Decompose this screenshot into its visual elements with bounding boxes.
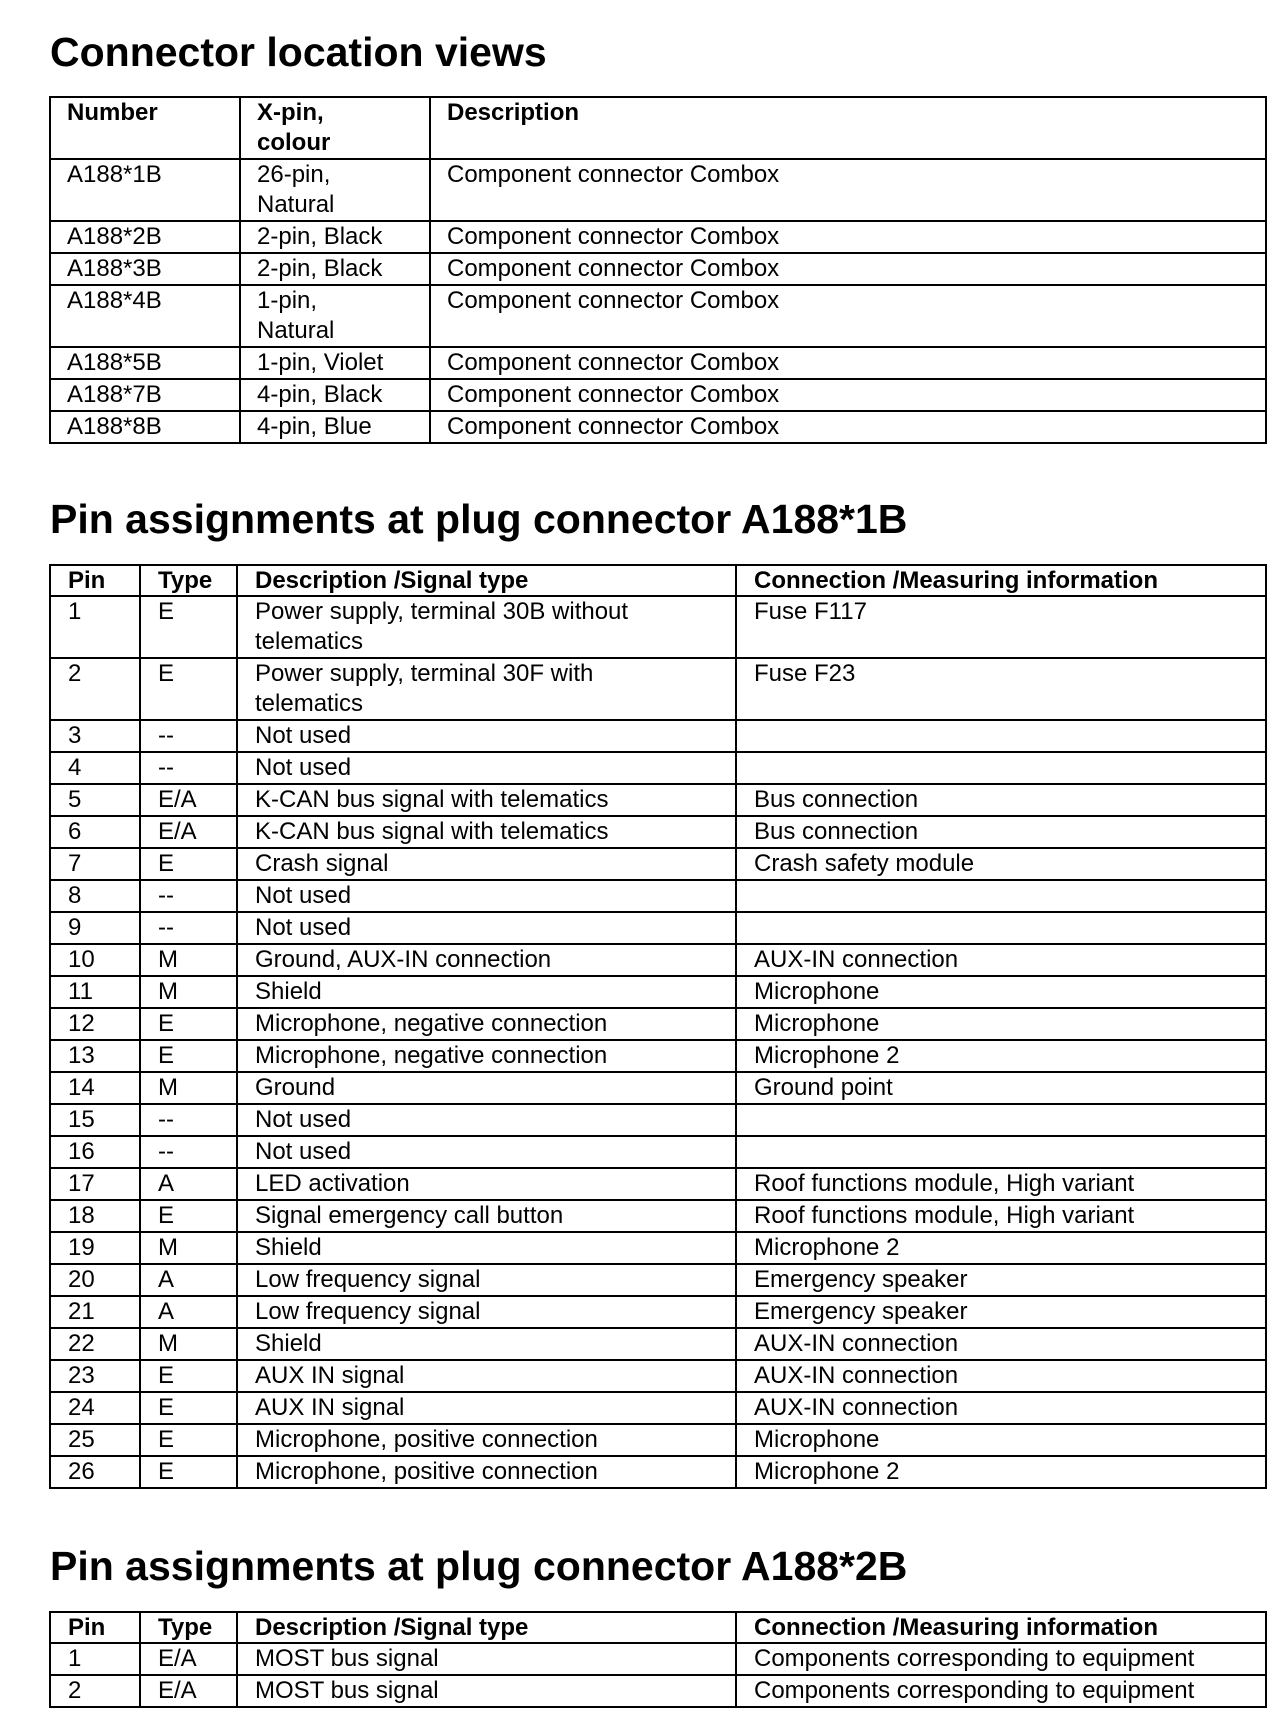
connector-number: A188*1B	[50, 159, 240, 221]
table-row	[50, 221, 1266, 253]
pin-type: E	[140, 1424, 237, 1456]
table-row	[50, 848, 1266, 880]
pin-connection	[736, 912, 1266, 944]
pin-connection: Bus connection	[736, 816, 1266, 848]
table-row	[50, 1232, 1266, 1264]
pin-description: Not used	[237, 752, 736, 784]
table-row	[50, 976, 1266, 1008]
table-row	[50, 1136, 1266, 1168]
pin-connection: Bus connection	[736, 784, 1266, 816]
connector-number: A188*3B	[50, 253, 240, 285]
table-row	[50, 379, 1266, 411]
pin-type: E	[140, 658, 237, 720]
pin-description: MOST bus signal	[237, 1643, 736, 1675]
header-number: Number	[50, 97, 240, 159]
pin-type: M	[140, 944, 237, 976]
connector-description: Component connector Combox	[430, 379, 1266, 411]
pin-number: 20	[50, 1264, 140, 1296]
header-connection: Connection /Measuring information	[736, 565, 1266, 596]
pin-connection: AUX-IN connection	[736, 1392, 1266, 1424]
pin-connection: AUX-IN connection	[736, 944, 1266, 976]
table-row	[50, 1360, 1266, 1392]
pin-number: 1	[50, 1643, 140, 1675]
pin-type: E	[140, 1200, 237, 1232]
connector-description: Component connector Combox	[430, 411, 1266, 443]
pin-number: 17	[50, 1168, 140, 1200]
connector-xpin-colour: 4-pin, Blue	[240, 411, 430, 443]
table-header-row	[50, 1612, 1266, 1643]
header-description: Description	[430, 97, 1266, 159]
table-row	[50, 596, 1266, 658]
table-row	[50, 1456, 1266, 1488]
pin-number: 7	[50, 848, 140, 880]
pin-number: 6	[50, 816, 140, 848]
pin-connection: Roof functions module, High variant	[736, 1200, 1266, 1232]
pin-connection: Microphone 2	[736, 1040, 1266, 1072]
table-row	[50, 784, 1266, 816]
pin-type: E	[140, 1392, 237, 1424]
pin-number: 2	[50, 658, 140, 720]
connector-xpin-colour: 1-pin, Violet	[240, 347, 430, 379]
header-description: Description /Signal type	[237, 565, 736, 596]
pin-assignment-table-a188-2b	[49, 1611, 1267, 1708]
pin-number: 3	[50, 720, 140, 752]
pin-type: A	[140, 1264, 237, 1296]
pin-description: Ground, AUX-IN connection	[237, 944, 736, 976]
connector-description: Component connector Combox	[430, 159, 1266, 221]
pin-connection	[736, 1104, 1266, 1136]
pin-number: 10	[50, 944, 140, 976]
connector-number: A188*4B	[50, 285, 240, 347]
table-row	[50, 1424, 1266, 1456]
pin-connection: Emergency speaker	[736, 1296, 1266, 1328]
table-row	[50, 1264, 1266, 1296]
table-row	[50, 1392, 1266, 1424]
pin-description: Ground	[237, 1072, 736, 1104]
pin-type: E	[140, 1360, 237, 1392]
pin-type: E/A	[140, 1675, 237, 1707]
pin-type: --	[140, 720, 237, 752]
connector-description: Component connector Combox	[430, 285, 1266, 347]
pin-number: 13	[50, 1040, 140, 1072]
pin-type: A	[140, 1296, 237, 1328]
pin-connection	[736, 720, 1266, 752]
table-row	[50, 880, 1266, 912]
pin-type: E	[140, 1008, 237, 1040]
pin-connection: Microphone 2	[736, 1456, 1266, 1488]
pin-number: 21	[50, 1296, 140, 1328]
pin-number: 9	[50, 912, 140, 944]
pin-type: --	[140, 1136, 237, 1168]
section-title-a188-1b: Pin assignments at plug connector A188*1B	[50, 496, 908, 542]
pin-description: K-CAN bus signal with telematics	[237, 816, 736, 848]
pin-number: 14	[50, 1072, 140, 1104]
pin-number: 1	[50, 596, 140, 658]
pin-connection: Fuse F117	[736, 596, 1266, 658]
pin-connection	[736, 880, 1266, 912]
header-type: Type	[140, 565, 237, 596]
pin-connection: Fuse F23	[736, 658, 1266, 720]
pin-description: Low frequency signal	[237, 1296, 736, 1328]
pin-type: E	[140, 1040, 237, 1072]
header-description: Description /Signal type	[237, 1612, 736, 1643]
pin-description: AUX IN signal	[237, 1360, 736, 1392]
table-row	[50, 720, 1266, 752]
table-row	[50, 411, 1266, 443]
connector-number: A188*7B	[50, 379, 240, 411]
pin-type: M	[140, 1072, 237, 1104]
connector-xpin-colour: 2-pin, Black	[240, 221, 430, 253]
header-type: Type	[140, 1612, 237, 1643]
pin-type: E/A	[140, 1643, 237, 1675]
pin-type: E	[140, 596, 237, 658]
table-row	[50, 347, 1266, 379]
table-row	[50, 1200, 1266, 1232]
pin-connection: Microphone	[736, 1008, 1266, 1040]
section-title-connector-location-views: Connector location views	[50, 29, 547, 75]
pin-number: 24	[50, 1392, 140, 1424]
table-row	[50, 752, 1266, 784]
table-row	[50, 1008, 1266, 1040]
pin-connection: Microphone 2	[736, 1232, 1266, 1264]
pin-connection	[736, 1136, 1266, 1168]
pin-assignment-table-a188-1b	[49, 564, 1267, 1489]
pin-number: 16	[50, 1136, 140, 1168]
pin-connection	[736, 752, 1266, 784]
pin-type: A	[140, 1168, 237, 1200]
pin-type: --	[140, 912, 237, 944]
table-row	[50, 1040, 1266, 1072]
pin-description: Power supply, terminal 30B without telematics	[237, 596, 736, 658]
pin-number: 2	[50, 1675, 140, 1707]
pin-type: E/A	[140, 816, 237, 848]
table-header-row	[50, 565, 1266, 596]
header-xpin-colour: X-pin, colour	[240, 97, 430, 159]
pin-type: --	[140, 752, 237, 784]
pin-description: Not used	[237, 880, 736, 912]
table-row	[50, 285, 1266, 347]
table-row	[50, 816, 1266, 848]
pin-description: Not used	[237, 1136, 736, 1168]
pin-description: Shield	[237, 1232, 736, 1264]
pin-description: K-CAN bus signal with telematics	[237, 784, 736, 816]
table-row	[50, 1643, 1266, 1675]
pin-description: Crash signal	[237, 848, 736, 880]
pin-description: Signal emergency call button	[237, 1200, 736, 1232]
pin-number: 8	[50, 880, 140, 912]
table-header-row	[50, 97, 1266, 159]
connector-number: A188*2B	[50, 221, 240, 253]
pin-description: Not used	[237, 912, 736, 944]
table-row	[50, 1104, 1266, 1136]
header-connection: Connection /Measuring information	[736, 1612, 1266, 1643]
pin-description: Power supply, terminal 30F with telematics	[237, 658, 736, 720]
table-row	[50, 1675, 1266, 1707]
pin-type: E	[140, 848, 237, 880]
pin-type: --	[140, 880, 237, 912]
pin-type: E	[140, 1456, 237, 1488]
pin-description: Shield	[237, 1328, 736, 1360]
pin-number: 18	[50, 1200, 140, 1232]
pin-description: Microphone, positive connection	[237, 1424, 736, 1456]
pin-number: 19	[50, 1232, 140, 1264]
pin-connection: AUX-IN connection	[736, 1360, 1266, 1392]
table-row	[50, 658, 1266, 720]
pin-number: 25	[50, 1424, 140, 1456]
pin-number: 26	[50, 1456, 140, 1488]
pin-description: Microphone, positive connection	[237, 1456, 736, 1488]
pin-connection: Roof functions module, High variant	[736, 1168, 1266, 1200]
pin-type: --	[140, 1104, 237, 1136]
table-row	[50, 253, 1266, 285]
pin-connection: AUX-IN connection	[736, 1328, 1266, 1360]
pin-description: Not used	[237, 720, 736, 752]
pin-description: AUX IN signal	[237, 1392, 736, 1424]
header-pin: Pin	[50, 1612, 140, 1643]
connector-location-table	[49, 96, 1267, 444]
table-row	[50, 1328, 1266, 1360]
table-row	[50, 1296, 1266, 1328]
pin-description: Microphone, negative connection	[237, 1008, 736, 1040]
pin-connection: Microphone	[736, 976, 1266, 1008]
pin-number: 23	[50, 1360, 140, 1392]
pin-connection: Crash safety module	[736, 848, 1266, 880]
header-pin: Pin	[50, 565, 140, 596]
pin-type: E/A	[140, 784, 237, 816]
table-row	[50, 1072, 1266, 1104]
pin-number: 22	[50, 1328, 140, 1360]
pin-number: 12	[50, 1008, 140, 1040]
connector-xpin-colour: 1-pin, Natural	[240, 285, 430, 347]
pin-type: M	[140, 976, 237, 1008]
connector-xpin-colour: 26-pin, Natural	[240, 159, 430, 221]
pin-connection: Ground point	[736, 1072, 1266, 1104]
pin-type: M	[140, 1328, 237, 1360]
connector-description: Component connector Combox	[430, 347, 1266, 379]
connector-xpin-colour: 2-pin, Black	[240, 253, 430, 285]
pin-connection: Microphone	[736, 1424, 1266, 1456]
connector-number: A188*8B	[50, 411, 240, 443]
table-row	[50, 944, 1266, 976]
pin-number: 4	[50, 752, 140, 784]
connector-description: Component connector Combox	[430, 221, 1266, 253]
pin-connection: Components corresponding to equipment	[736, 1643, 1266, 1675]
table-row	[50, 1168, 1266, 1200]
table-row	[50, 159, 1266, 221]
pin-number: 5	[50, 784, 140, 816]
pin-description: Microphone, negative connection	[237, 1040, 736, 1072]
pin-description: MOST bus signal	[237, 1675, 736, 1707]
section-title-a188-2b: Pin assignments at plug connector A188*2B	[50, 1543, 908, 1589]
table-row	[50, 912, 1266, 944]
pin-description: LED activation	[237, 1168, 736, 1200]
pin-description: Shield	[237, 976, 736, 1008]
connector-description: Component connector Combox	[430, 253, 1266, 285]
pin-connection: Emergency speaker	[736, 1264, 1266, 1296]
pin-connection: Components corresponding to equipment	[736, 1675, 1266, 1707]
connector-xpin-colour: 4-pin, Black	[240, 379, 430, 411]
connector-number: A188*5B	[50, 347, 240, 379]
pin-number: 11	[50, 976, 140, 1008]
pin-description: Not used	[237, 1104, 736, 1136]
pin-type: M	[140, 1232, 237, 1264]
pin-number: 15	[50, 1104, 140, 1136]
pin-description: Low frequency signal	[237, 1264, 736, 1296]
